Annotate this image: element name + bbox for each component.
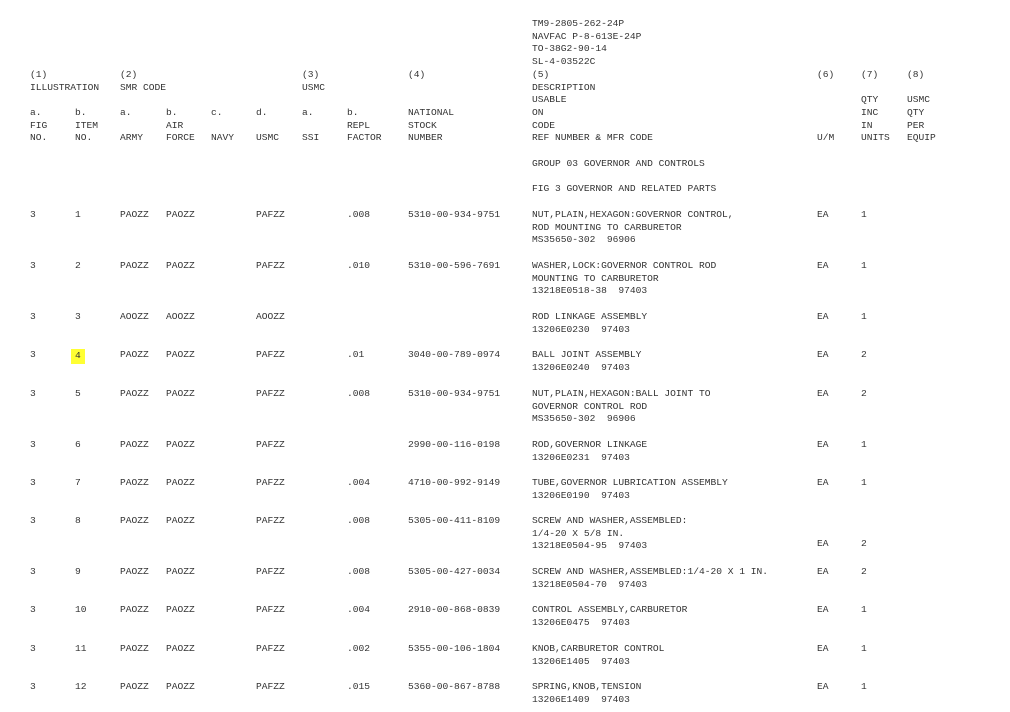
repl-factor: .002 <box>347 643 371 654</box>
smr-airforce: PAOZZ <box>166 349 195 360</box>
smr-usmc: AOOZZ <box>256 311 285 322</box>
group-title: GROUP 03 GOVERNOR AND CONTROLS <box>532 158 705 169</box>
unit-of-measure: EA <box>817 643 829 654</box>
smr-army: PAOZZ <box>120 515 149 526</box>
fig-header-line1: FIG <box>30 119 48 131</box>
national-stock-number: 5305-00-427-0034 <box>408 566 501 577</box>
doc-ref-2: NAVFAC P-8-613E-24P <box>532 30 642 42</box>
smr-airforce: PAOZZ <box>166 209 195 220</box>
repl-sub-letter: b. <box>347 107 359 118</box>
item-number: 12 <box>75 681 87 692</box>
col5-usable: USABLE <box>532 94 567 105</box>
description-line: SCREW AND WASHER,ASSEMBLED:1/4-20 X 1 IN. <box>532 566 769 577</box>
usmc-header: USMC <box>256 132 280 143</box>
description-line: 13206E0230 97403 <box>532 323 630 335</box>
qty-inc-in-units: 2 <box>861 566 867 577</box>
description-line: 13206E1405 97403 <box>532 655 630 667</box>
description-line: BALL JOINT ASSEMBLY <box>532 349 642 360</box>
doc-ref-3: TO-38G2-90-14 <box>532 43 607 54</box>
fig-number: 3 <box>30 439 36 450</box>
description-line: TUBE,GOVERNOR LUBRICATION ASSEMBLY <box>532 477 728 488</box>
repl-factor: .015 <box>347 681 371 692</box>
description-line: NUT,PLAIN,HEXAGON:GOVERNOR CONTROL, <box>532 209 734 220</box>
repl-factor: .008 <box>347 388 371 399</box>
unit-of-measure: EA <box>817 349 829 360</box>
qty-inc-in-units: 1 <box>861 643 867 654</box>
item-number: 10 <box>75 604 87 615</box>
national-stock-number: 5310-00-934-9751 <box>408 209 501 220</box>
army-sub-letter: a. <box>120 107 132 118</box>
description-line: ROD MOUNTING TO CARBURETOR <box>532 221 682 233</box>
fig-number: 3 <box>30 388 36 399</box>
col2-title: SMR CODE <box>120 81 167 93</box>
fig-number: 3 <box>30 477 36 488</box>
col8-line1: USMC <box>907 94 931 105</box>
doc-ref-1: TM9-2805-262-24P <box>532 18 625 29</box>
col5-title: DESCRIPTION <box>532 81 596 93</box>
smr-airforce: PAOZZ <box>166 388 195 399</box>
smr-airforce: PAOZZ <box>166 604 195 615</box>
item-header-line1: ITEM <box>75 119 99 131</box>
col8-line2: QTY <box>907 107 925 118</box>
description-line: MOUNTING TO CARBURETOR <box>532 272 659 284</box>
smr-airforce: AOOZZ <box>166 311 195 322</box>
fig-number: 3 <box>30 260 36 271</box>
national-stock-number: 5310-00-596-7691 <box>408 260 501 271</box>
description-line: SCREW AND WASHER,ASSEMBLED: <box>532 515 688 526</box>
qty-inc-in-units: 1 <box>861 260 867 271</box>
smr-usmc: PAFZZ <box>256 681 285 692</box>
smr-army: PAOZZ <box>120 260 149 271</box>
smr-army: PAOZZ <box>120 388 149 399</box>
navy-sub-letter: c. <box>211 107 223 118</box>
item-sub-letter: b. <box>75 107 87 118</box>
col5-code: CODE <box>532 119 556 131</box>
unit-of-measure: EA <box>817 477 829 488</box>
national-stock-number: 5355-00-106-1804 <box>408 643 501 654</box>
unit-of-measure: EA <box>817 388 829 399</box>
item-number: 5 <box>75 388 81 399</box>
description-line: CONTROL ASSEMBLY,CARBURETOR <box>532 604 688 615</box>
unit-of-measure: EA <box>817 538 829 550</box>
national-stock-number: 5310-00-934-9751 <box>408 388 501 399</box>
description-line: SPRING,KNOB,TENSION <box>532 681 642 692</box>
col6-number: (6) <box>817 69 835 80</box>
col1-number: (1) <box>30 69 48 80</box>
fig-number: 3 <box>30 566 36 577</box>
col7-line1: QTY <box>861 94 879 105</box>
qty-inc-in-units: 1 <box>861 209 867 220</box>
description-line: 13218E0518-38 97403 <box>532 285 648 297</box>
smr-usmc: PAFZZ <box>256 477 285 488</box>
col5-number: (5) <box>532 69 550 80</box>
fig-number: 3 <box>30 311 36 322</box>
col7-line4: UNITS <box>861 132 890 143</box>
repl-factor: .008 <box>347 209 371 220</box>
col4-number: (4) <box>408 69 426 80</box>
description-line: 1/4-20 X 5/8 IN. <box>532 527 625 539</box>
item-number: 3 <box>75 311 81 322</box>
fig-number: 3 <box>30 681 36 692</box>
repl-factor: .008 <box>347 566 371 577</box>
repl-factor: .004 <box>347 604 371 615</box>
col7-line3: IN <box>861 119 873 131</box>
description-line: GOVERNOR CONTROL ROD <box>532 400 648 412</box>
unit-of-measure: EA <box>817 681 829 692</box>
national-stock-number: 5360-00-867-8788 <box>408 681 501 692</box>
col5-ref-header: REF NUMBER & MFR CODE <box>532 132 653 143</box>
description-line: 13206E1409 97403 <box>532 693 630 705</box>
description-line: NUT,PLAIN,HEXAGON:BALL JOINT TO <box>532 388 711 399</box>
item-number-highlighted: 4 <box>71 349 85 364</box>
smr-army: PAOZZ <box>120 439 149 450</box>
smr-usmc: PAFZZ <box>256 643 285 654</box>
unit-of-measure: EA <box>817 311 829 322</box>
description-line: MS35650-302 96906 <box>532 413 636 425</box>
smr-usmc: PAFZZ <box>256 604 285 615</box>
col2-number: (2) <box>120 69 138 80</box>
um-header: U/M <box>817 132 835 143</box>
description-line: WASHER,LOCK:GOVERNOR CONTROL ROD <box>532 260 717 271</box>
smr-usmc: PAFZZ <box>256 439 285 450</box>
smr-army: PAOZZ <box>120 604 149 615</box>
smr-usmc: PAFZZ <box>256 388 285 399</box>
description-line: MS35650-302 96906 <box>532 234 636 246</box>
item-number: 8 <box>75 515 81 526</box>
smr-airforce: PAOZZ <box>166 260 195 271</box>
nsn-line1: NATIONAL <box>408 107 455 118</box>
description-line: ROD LINKAGE ASSEMBLY <box>532 311 648 322</box>
fig-sub-letter: a. <box>30 107 42 118</box>
item-number: 1 <box>75 209 81 220</box>
col5-on: ON <box>532 107 544 118</box>
qty-inc-in-units: 1 <box>861 311 867 322</box>
army-header: ARMY <box>120 132 144 143</box>
usmc-sub-letter: d. <box>256 107 268 118</box>
item-number: 11 <box>75 643 87 654</box>
qty-inc-in-units: 1 <box>861 604 867 615</box>
fig-number: 3 <box>30 643 36 654</box>
smr-airforce: PAOZZ <box>166 643 195 654</box>
description-line: 13206E0475 97403 <box>532 616 630 628</box>
repl-header-line2: FACTOR <box>347 132 382 143</box>
unit-of-measure: EA <box>817 209 829 220</box>
description-line: 13206E0240 97403 <box>532 361 630 373</box>
item-number: 6 <box>75 439 81 450</box>
qty-inc-in-units: 2 <box>861 388 867 399</box>
smr-usmc: PAFZZ <box>256 349 285 360</box>
col8-number: (8) <box>907 69 925 80</box>
smr-usmc: PAFZZ <box>256 209 285 220</box>
smr-airforce: PAOZZ <box>166 477 195 488</box>
col7-line2: INC <box>861 107 879 118</box>
nsn-line3: NUMBER <box>408 132 443 143</box>
description-line: ROD,GOVERNOR LINKAGE <box>532 439 648 450</box>
unit-of-measure: EA <box>817 604 829 615</box>
fig-number: 3 <box>30 515 36 526</box>
smr-airforce: PAOZZ <box>166 566 195 577</box>
repl-factor: .01 <box>347 349 365 360</box>
smr-airforce: PAOZZ <box>166 681 195 692</box>
repl-factor: .010 <box>347 260 371 271</box>
national-stock-number: 3040-00-789-0974 <box>408 349 501 360</box>
smr-army: PAOZZ <box>120 643 149 654</box>
smr-usmc: PAFZZ <box>256 260 285 271</box>
description-line: 13206E0190 97403 <box>532 489 630 501</box>
qty-inc-in-units: 2 <box>861 349 867 360</box>
item-number: 7 <box>75 477 81 488</box>
repl-factor: .008 <box>347 515 371 526</box>
fig-number: 3 <box>30 604 36 615</box>
unit-of-measure: EA <box>817 566 829 577</box>
smr-army: PAOZZ <box>120 566 149 577</box>
fig-number: 3 <box>30 349 36 360</box>
ssi-sub-letter: a. <box>302 107 314 118</box>
doc-ref-4: SL-4-03522C <box>532 55 596 67</box>
airforce-header-line1: AIR <box>166 119 184 131</box>
description-line: 13206E0231 97403 <box>532 451 630 463</box>
description-line: 13218E0504-95 97403 <box>532 540 648 552</box>
item-number: 9 <box>75 566 81 577</box>
smr-army: PAOZZ <box>120 209 149 220</box>
repl-factor: .004 <box>347 477 371 488</box>
airforce-header-line2: FORCE <box>166 132 195 143</box>
national-stock-number: 4710-00-992-9149 <box>408 477 501 488</box>
smr-army: AOOZZ <box>120 311 149 322</box>
qty-inc-in-units: 1 <box>861 439 867 450</box>
national-stock-number: 2910-00-868-0839 <box>408 604 501 615</box>
smr-army: PAOZZ <box>120 681 149 692</box>
national-stock-number: 2990-00-116-0198 <box>408 439 501 450</box>
description-line: KNOB,CARBURETOR CONTROL <box>532 643 665 654</box>
qty-inc-in-units: 1 <box>861 681 867 692</box>
repl-header-line1: REPL <box>347 119 371 131</box>
fig-number: 3 <box>30 209 36 220</box>
navy-header: NAVY <box>211 132 235 143</box>
description-line: 13218E0504-70 97403 <box>532 578 648 590</box>
col7-number: (7) <box>861 69 879 80</box>
ssi-header: SSI <box>302 132 320 143</box>
item-header-line2: NO. <box>75 132 93 143</box>
qty-inc-in-units: 2 <box>861 538 867 550</box>
qty-inc-in-units: 1 <box>861 477 867 488</box>
smr-army: PAOZZ <box>120 477 149 488</box>
col8-line3: PER <box>907 119 925 131</box>
col3-title: USMC <box>302 81 326 93</box>
col1-title: ILLUSTRATION <box>30 81 100 93</box>
smr-usmc: PAFZZ <box>256 515 285 526</box>
smr-army: PAOZZ <box>120 349 149 360</box>
figure-title: FIG 3 GOVERNOR AND RELATED PARTS <box>532 183 717 194</box>
unit-of-measure: EA <box>817 260 829 271</box>
fig-header-line2: NO. <box>30 132 48 143</box>
col8-line4: EQUIP <box>907 132 936 143</box>
national-stock-number: 5305-00-411-8109 <box>408 515 501 526</box>
smr-usmc: PAFZZ <box>256 566 285 577</box>
col3-number: (3) <box>302 69 320 80</box>
unit-of-measure: EA <box>817 439 829 450</box>
nsn-line2: STOCK <box>408 119 437 131</box>
smr-airforce: PAOZZ <box>166 439 195 450</box>
airforce-sub-letter: b. <box>166 107 178 118</box>
smr-airforce: PAOZZ <box>166 515 195 526</box>
item-number: 2 <box>75 260 81 271</box>
